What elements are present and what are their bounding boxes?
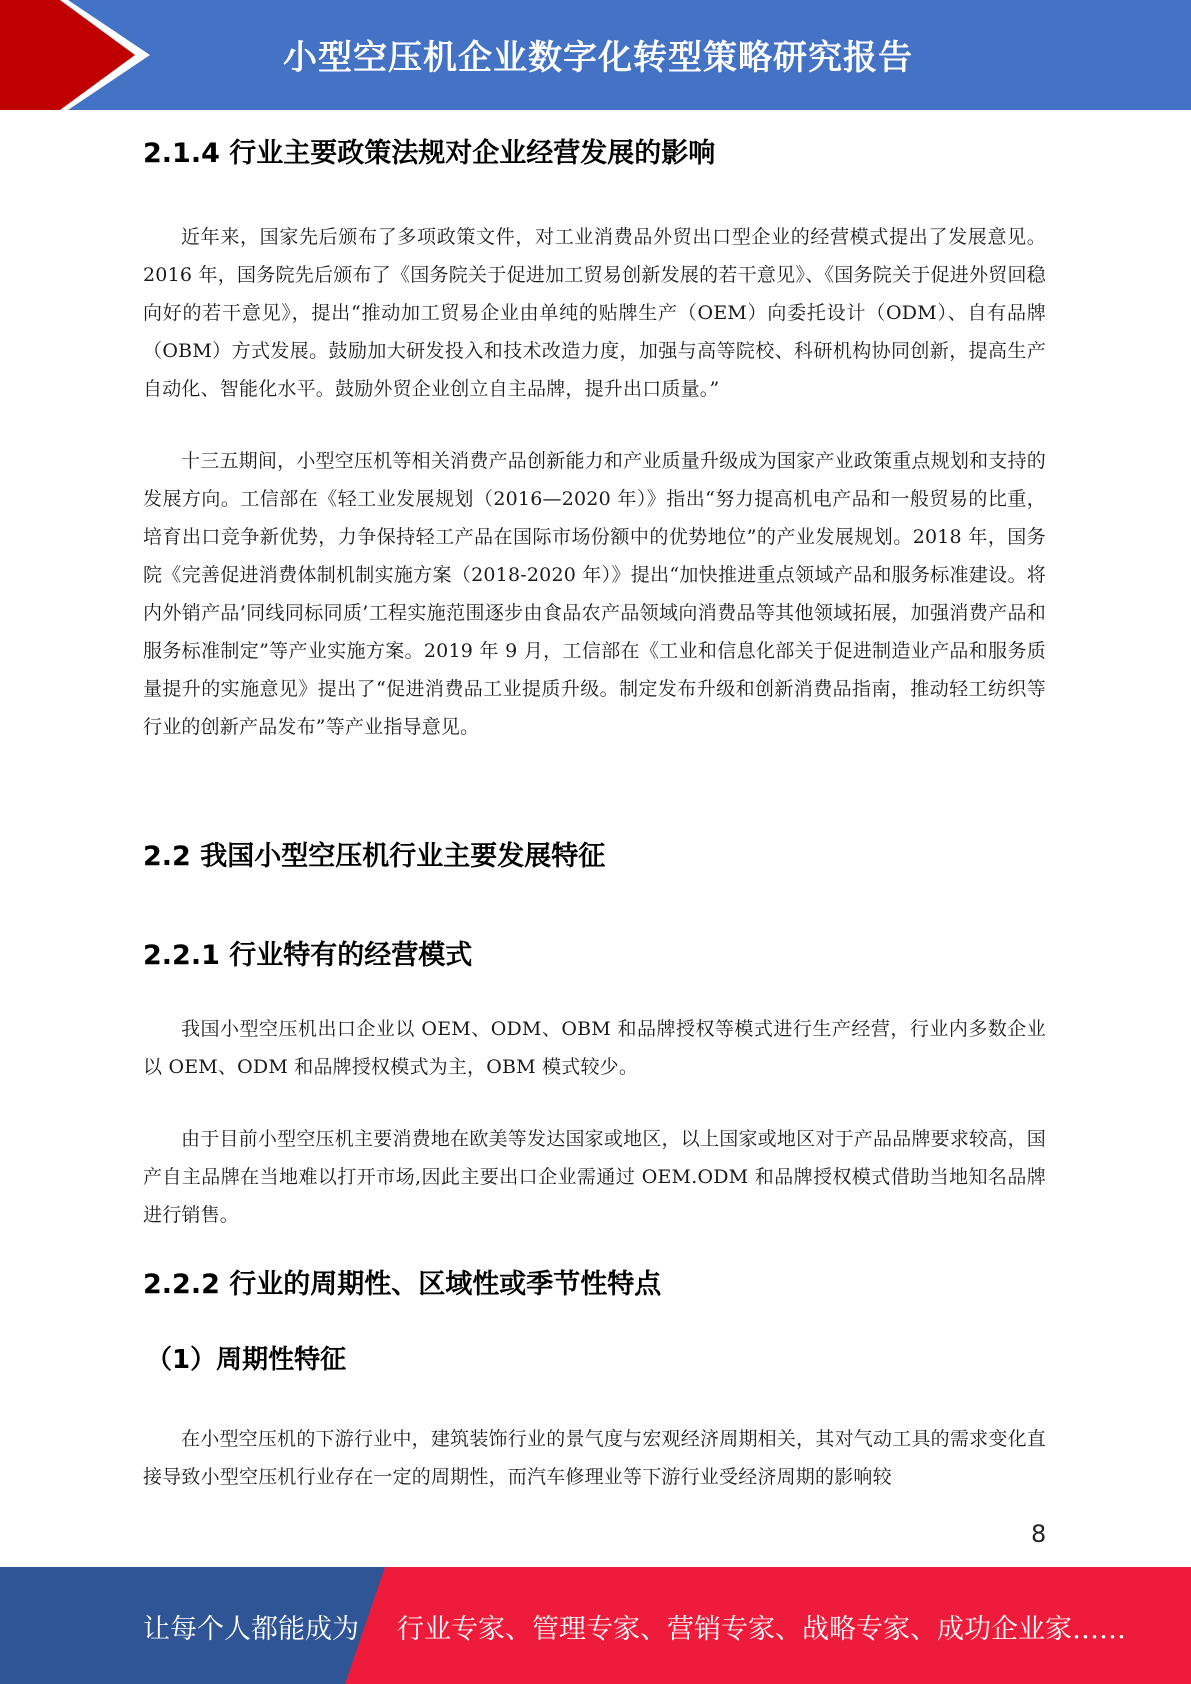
footer-slogan-right: 行业专家、管理专家、营销专家、战略专家、成功企业家…… bbox=[397, 1614, 1126, 1645]
section-heading-2-2-2: 2.2.2 行业的周期性、区域性或季节性特点 bbox=[143, 1269, 662, 1300]
page-number: 8 bbox=[1031, 1520, 1047, 1548]
section-heading-2-2-1: 2.2.1 行业特有的经营模式 bbox=[143, 940, 473, 971]
paragraph: 由于目前小型空压机主要消费地在欧美等发达国家或地区，以上国家或地区对于产品品牌要求较高，国产自主品牌在当地难以打开市场,因此主要出口企业需通过 OEM.ODM 和品牌授权模式借助当地知名品牌进行销售。 bbox=[143, 1128, 1046, 1226]
subsection-heading-cyclical: （1）周期性特征 bbox=[146, 1345, 347, 1375]
report-title: 小型空压机企业数字化转型策略研究报告 bbox=[283, 38, 913, 78]
footer-slogan-left: 让每个人都能成为 bbox=[143, 1614, 359, 1645]
section-heading-2-2: 2.2 我国小型空压机行业主要发展特征 bbox=[143, 841, 606, 872]
header-arrow-icon bbox=[0, 0, 160, 110]
paragraph: 十三五期间，小型空压机等相关消费产品创新能力和产业质量升级成为国家产业政策重点规划和支持的发展方向。工信部在《轻工业发展规划（2016—2020 年）》指出“努力提高机电产品和一般贸易的比重，培育出口竞争新优势，力争保持轻工产品在国际市场份额中的优势地位”的产业发展规划。2018 年，国务院《完善促进消费体制机制实施方案（2018-2020 年）》提出“加快推进重点领域产品和服务标准建设。将内外销产品’同线同标同质’工程实施范围逐步由食品农产品领域向消费品等其他领域拓展，加强消费产品和服务标准制定”等产业实施方案。2019 年 9 月，工信部在《工业和信息化部关于促进制造业产品和服务质量提升的实施意见》提出了“促进消费品工业提质升级。制定发布升级和创新消费品指南，推动轻工纺织等行业的创新产品发布”等产业指导意见。 bbox=[143, 450, 1046, 738]
header-band bbox=[0, 0, 1191, 110]
paragraph: 近年来，国家先后颁布了多项政策文件，对工业消费品外贸出口型企业的经营模式提出了发展意见。2016 年，国务院先后颁布了《国务院关于促进加工贸易创新发展的若干意见》、《国务院关于促进外贸回稳向好的若干意见》，提出“推动加工贸易企业由单纯的贴牌生产（OEM）向委托设计（ODM）、自有品牌（OBM）方式发展。鼓励加大研发投入和技术改造力度，加强与高等院校、科研机构协同创新，提高生产自动化、智能化水平。鼓励外贸企业创立自主品牌，提升出口质量。” bbox=[143, 226, 1046, 400]
footer-band bbox=[0, 1567, 1191, 1684]
section-heading-2-1-4: 2.1.4 行业主要政策法规对企业经营发展的影响 bbox=[143, 138, 716, 169]
page-body bbox=[143, 131, 1046, 1496]
paragraph: 我国小型空压机出口企业以 OEM、ODM、OBM 和品牌授权等模式进行生产经营，行业内多数企业以 OEM、ODM 和品牌授权模式为主，OBM 模式较少。 bbox=[143, 1018, 1046, 1078]
paragraph: 在小型空压机的下游行业中，建筑装饰行业的景气度与宏观经济周期相关，其对气动工具的需求变化直接导致小型空压机行业存在一定的周期性，而汽车修理业等下游行业受经济周期的影响较 bbox=[143, 1428, 1046, 1488]
